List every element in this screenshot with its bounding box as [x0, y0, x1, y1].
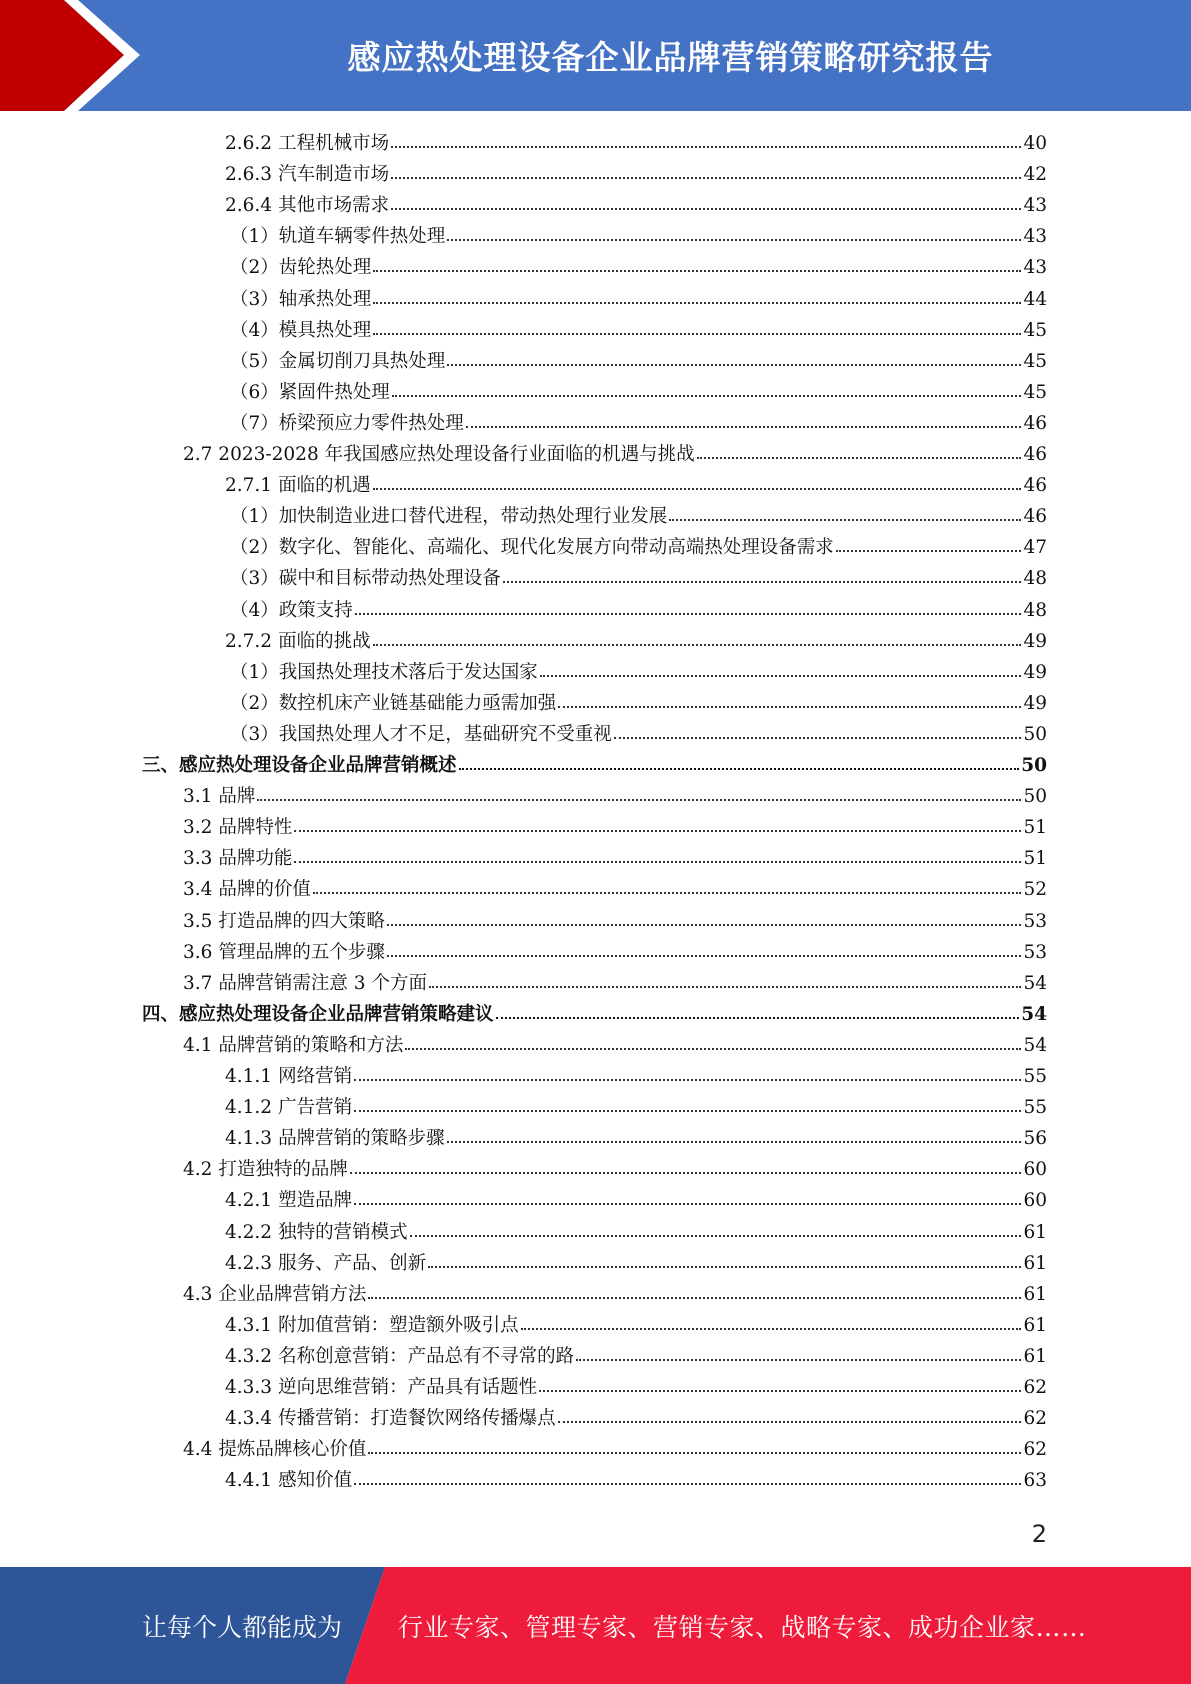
footer-slogan-left: 让每个人都能成为 — [142, 1612, 343, 1642]
toc-entry-page: 50 — [1021, 755, 1047, 776]
toc-entry-number: 4.3.2 — [225, 1345, 273, 1367]
toc-entry-page: 61 — [1023, 1283, 1047, 1305]
toc-entry-number: 2.7.2 — [225, 630, 273, 652]
toc-leader-dots — [368, 1439, 1021, 1454]
toc-entry-page: 47 — [1023, 537, 1047, 559]
toc-entry-title: 打造独特的品牌 — [218, 1159, 348, 1181]
toc-entry[interactable] — [183, 812, 1047, 843]
toc-entry[interactable] — [225, 1217, 1047, 1248]
toc-entry-title: 逆向思维营销：产品具有话题性 — [278, 1377, 538, 1398]
toc-entry-title: 传播营销：打造餐饮网络传播爆点 — [278, 1408, 556, 1430]
toc-entry-page: 43 — [1023, 257, 1047, 279]
toc-entry-page: 46 — [1023, 444, 1047, 465]
toc-entry-page: 61 — [1023, 1252, 1047, 1274]
toc-entry[interactable] — [230, 595, 1047, 626]
toc-entry[interactable] — [225, 190, 1047, 221]
toc-entry-page: 61 — [1023, 1221, 1047, 1243]
toc-leader-dots — [294, 817, 1021, 832]
toc-entry[interactable] — [183, 1279, 1047, 1310]
toc-leader-dots — [368, 1284, 1021, 1299]
toc-entry-title: 2.7 2023-2028 年我国感应热处理设备行业面临的机遇与挑战 — [183, 444, 695, 465]
toc-entry-title: 提炼品牌核心价值 — [218, 1439, 367, 1461]
toc-entry[interactable] — [225, 1092, 1047, 1123]
toc-entry-page: 50 — [1023, 723, 1047, 745]
toc-entry-number: 3.5 — [183, 910, 213, 932]
toc-leader-dots — [540, 662, 1022, 677]
toc-leader-dots — [405, 1035, 1021, 1050]
toc-entry-title: 服务、产品、创新 — [278, 1252, 427, 1274]
toc-entry-number: 2.6.3 — [225, 164, 273, 186]
toc-leader-dots — [558, 1408, 1022, 1423]
toc-leader-dots — [373, 289, 1021, 304]
toc-entry[interactable] — [225, 626, 1047, 657]
toc-leader-dots — [521, 1315, 1022, 1330]
toc-entry[interactable] — [230, 284, 1047, 315]
toc-entry-title: 网络营销 — [278, 1066, 353, 1087]
toc-entry-page: 43 — [1023, 226, 1047, 248]
toc-entry-page: 45 — [1023, 350, 1047, 372]
toc-entry-title: 附加值营销：塑造额外吸引点 — [278, 1314, 519, 1336]
toc-leader-dots — [503, 568, 1022, 583]
toc-entry-page: 56 — [1023, 1128, 1047, 1150]
toc-entry-number: 2.7.1 — [225, 475, 273, 497]
toc-entry-title: 工程机械市场 — [278, 133, 390, 154]
toc-entry[interactable] — [142, 750, 1047, 781]
toc-entry-page: 60 — [1023, 1159, 1047, 1181]
toc-entry-number: 4.2.3 — [225, 1252, 273, 1274]
toc-entry[interactable] — [225, 1372, 1047, 1403]
toc-entry[interactable] — [183, 968, 1047, 999]
toc-entry-title: （3）碳中和目标带动热处理设备 — [230, 568, 501, 590]
toc-entry[interactable] — [230, 657, 1047, 688]
toc-leader-dots — [354, 1470, 1021, 1485]
toc-entry-title: 广告营销 — [278, 1097, 353, 1119]
toc-entry-page: 49 — [1023, 661, 1047, 683]
toc-entry-page: 53 — [1023, 941, 1047, 963]
toc-entry-page: 52 — [1023, 879, 1047, 901]
toc-entry[interactable] — [230, 315, 1047, 346]
toc-entry-title: 品牌营销的策略和方法 — [218, 1034, 404, 1056]
toc-entry-title: （1）轨道车辆零件热处理 — [230, 226, 446, 248]
chevron-arrow-icon — [0, 0, 160, 111]
toc-entry[interactable] — [183, 781, 1047, 812]
toc-entry[interactable] — [142, 999, 1047, 1030]
toc-entry[interactable] — [183, 906, 1047, 937]
toc-entry-page: 46 — [1023, 412, 1047, 434]
toc-entry[interactable] — [230, 377, 1047, 408]
toc-entry[interactable] — [225, 1248, 1047, 1279]
toc-entry-title: 品牌功能 — [218, 848, 293, 870]
toc-entry-title: （3）我国热处理人才不足，基础研究不受重视 — [230, 723, 612, 745]
toc-entry[interactable] — [230, 719, 1047, 750]
toc-entry-number: 3.4 — [183, 879, 213, 901]
toc-entry-title: 名称创意营销：产品总有不寻常的路 — [278, 1345, 575, 1367]
toc-entry-title: 企业品牌营销方法 — [218, 1283, 367, 1305]
toc-entry-title: 独特的营销模式 — [278, 1221, 408, 1243]
toc-entry-page: 62 — [1023, 1408, 1047, 1430]
toc-entry-page: 45 — [1023, 319, 1047, 341]
toc-entry[interactable] — [225, 1465, 1047, 1496]
toc-entry-page: 53 — [1023, 910, 1047, 932]
toc-leader-dots — [391, 133, 1021, 148]
toc-entry-number: 4.4 — [183, 1439, 213, 1461]
toc-leader-dots — [313, 879, 1022, 894]
toc-entry-title: （2）数字化、智能化、高端化、现代化发展方向带动高端热处理设备需求 — [230, 537, 834, 559]
toc-entry-page: 42 — [1023, 164, 1047, 186]
toc-entry-number: 3.3 — [183, 848, 213, 870]
toc-entry[interactable] — [183, 1434, 1047, 1465]
toc-entry[interactable] — [230, 221, 1047, 252]
toc-entry-title: （2）数控机床产业链基础能力亟需加强 — [230, 692, 557, 714]
toc-leader-dots — [447, 351, 1021, 366]
toc-entry[interactable] — [230, 532, 1047, 563]
toc-entry-title: 管理品牌的五个步骤 — [218, 941, 385, 963]
toc-leader-dots — [354, 1097, 1021, 1112]
toc-entry-page: 48 — [1023, 568, 1047, 590]
toc-entry[interactable] — [225, 1123, 1047, 1154]
toc-entry-number: 3.6 — [183, 941, 213, 963]
toc-entry[interactable] — [225, 1341, 1047, 1372]
toc-entry-title: 塑造品牌 — [278, 1190, 353, 1212]
toc-leader-dots — [392, 382, 1022, 397]
toc-entry-page: 55 — [1023, 1066, 1047, 1087]
toc-entry[interactable] — [230, 346, 1047, 377]
toc-entry-page: 60 — [1023, 1190, 1047, 1212]
page-header — [0, 0, 1191, 111]
toc-entry-number: 3.2 — [183, 817, 213, 839]
toc-entry-page: 54 — [1023, 1034, 1047, 1056]
toc-leader-dots — [447, 1128, 1022, 1143]
toc-entry-number: 4.3.3 — [225, 1377, 273, 1398]
toc-entry-page: 40 — [1023, 133, 1047, 154]
footer-slogan-right: 行业专家、管理专家、营销专家、战略专家、成功企业家…… — [398, 1612, 1087, 1642]
toc-entry-number: 4.3.4 — [225, 1408, 273, 1430]
toc-leader-dots — [459, 755, 1020, 770]
toc-entry[interactable] — [183, 874, 1047, 905]
toc-entry-title: 其他市场需求 — [278, 195, 390, 217]
report-title: 感应热处理设备企业品牌营销策略研究报告 — [347, 38, 994, 77]
page-number: 2 — [1031, 1520, 1047, 1548]
toc-entry-title: （5）金属切削刀具热处理 — [230, 350, 446, 372]
toc-leader-dots — [373, 257, 1021, 272]
toc-leader-dots — [373, 320, 1021, 335]
toc-entry-page: 54 — [1021, 1003, 1047, 1025]
toc-entry-title: （2）齿轮热处理 — [230, 257, 372, 279]
toc-entry-number: 2.6.4 — [225, 195, 273, 217]
toc-entry-page: 48 — [1023, 599, 1047, 621]
toc-entry[interactable] — [225, 1061, 1047, 1092]
toc-entry[interactable] — [183, 1030, 1047, 1061]
toc-leader-dots — [387, 911, 1022, 926]
toc-entry-title: （7）桥梁预应力零件热处理 — [230, 412, 464, 434]
toc-leader-dots — [836, 537, 1022, 552]
toc-entry-page: 49 — [1023, 630, 1047, 652]
toc-entry[interactable] — [225, 1185, 1047, 1216]
toc-entry-page: 44 — [1023, 288, 1047, 310]
toc-entry-title: （4）政策支持 — [230, 599, 353, 621]
toc-entry[interactable] — [183, 843, 1047, 874]
toc-entry-page: 63 — [1023, 1470, 1047, 1492]
toc-entry-number: 4.1 — [183, 1034, 213, 1056]
toc-entry-title: 打造品牌的四大策略 — [218, 910, 385, 932]
toc-leader-dots — [354, 1190, 1021, 1205]
toc-leader-dots — [669, 506, 1021, 521]
toc-entry-title: 汽车制造市场 — [278, 164, 390, 186]
toc-leader-dots — [466, 413, 1022, 428]
toc-entry-page: 51 — [1023, 817, 1047, 839]
toc-leader-dots — [373, 631, 1022, 646]
toc-entry-title: （1）我国热处理技术落后于发达国家 — [230, 661, 538, 683]
toc-entry[interactable] — [230, 408, 1047, 439]
toc-leader-dots — [558, 693, 1021, 708]
toc-entry-number: 4.2.1 — [225, 1190, 273, 1212]
toc-entry-title: （4）模具热处理 — [230, 319, 372, 341]
toc-entry-title: （3）轴承热处理 — [230, 288, 372, 310]
toc-entry-number: 4.2 — [183, 1159, 213, 1181]
toc-entry[interactable] — [225, 1403, 1047, 1434]
toc-leader-dots — [539, 1377, 1021, 1392]
toc-entry-title: 品牌营销的策略步骤 — [278, 1128, 445, 1150]
toc-entry-title: 感知价值 — [278, 1470, 353, 1492]
toc-entry-number: 4.3.1 — [225, 1314, 273, 1336]
toc-entry-page: 45 — [1023, 381, 1047, 403]
toc-entry-page: 62 — [1023, 1377, 1047, 1398]
toc-entry-number: 4.3 — [183, 1283, 213, 1305]
toc-entry-number: 3.1 — [183, 786, 213, 808]
toc-entry-number: 2.6.2 — [225, 133, 273, 154]
toc-leader-dots — [576, 1346, 1021, 1361]
toc-entry-title: 品牌特性 — [218, 817, 293, 839]
toc-entry[interactable] — [183, 439, 1047, 470]
toc-entry[interactable] — [230, 563, 1047, 594]
toc-leader-dots — [697, 444, 1022, 459]
toc-leader-dots — [391, 195, 1021, 210]
toc-entry[interactable] — [230, 252, 1047, 283]
toc-entry-page: 50 — [1023, 786, 1047, 808]
toc-entry-page: 55 — [1023, 1097, 1047, 1119]
toc-entry-number: 4.1.3 — [225, 1128, 273, 1150]
toc-entry-page: 46 — [1023, 506, 1047, 528]
toc-leader-dots — [496, 1004, 1020, 1019]
toc-leader-dots — [428, 1253, 1021, 1268]
toc-entry-title: 三、感应热处理设备企业品牌营销概述 — [142, 755, 457, 776]
toc-entry-number: 4.1.2 — [225, 1097, 273, 1119]
toc-entry[interactable] — [225, 470, 1047, 501]
toc-leader-dots — [355, 600, 1022, 615]
toc-entry-number: 4.1.1 — [225, 1066, 273, 1087]
toc-leader-dots — [614, 724, 1022, 739]
toc-leader-dots — [447, 226, 1021, 241]
toc-leader-dots — [354, 1066, 1021, 1081]
toc-leader-dots — [410, 1222, 1022, 1237]
toc-entry-title: 面临的机遇 — [278, 475, 371, 497]
toc-leader-dots — [373, 475, 1022, 490]
toc-entry-number: 3.7 — [183, 972, 213, 994]
toc-entry-title: （6）紧固件热处理 — [230, 381, 390, 403]
toc-entry-page: 43 — [1023, 195, 1047, 217]
toc-leader-dots — [350, 1159, 1022, 1174]
toc-entry-title: 品牌 — [218, 786, 256, 808]
toc-entry-title: （1）加快制造业进口替代进程，带动热处理行业发展 — [230, 506, 668, 528]
toc-entry-page: 62 — [1023, 1439, 1047, 1461]
toc-entry[interactable] — [230, 688, 1047, 719]
toc-entry[interactable] — [183, 937, 1047, 968]
toc-entry-title: 品牌的价值 — [218, 879, 311, 901]
toc-entry-title: 四、感应热处理设备企业品牌营销策略建议 — [142, 1003, 494, 1025]
toc-entry-page: 61 — [1023, 1345, 1047, 1367]
toc-entry-number: 4.4.1 — [225, 1470, 273, 1492]
toc-entry-number: 4.2.2 — [225, 1221, 273, 1243]
toc-entry[interactable] — [225, 159, 1047, 190]
toc-leader-dots — [429, 973, 1021, 988]
toc-leader-dots — [257, 786, 1021, 801]
toc-entry[interactable] — [183, 1154, 1047, 1185]
toc-entry[interactable] — [230, 501, 1047, 532]
toc-entry-page: 51 — [1023, 848, 1047, 870]
toc-entry-page: 61 — [1023, 1314, 1047, 1336]
page-footer — [0, 1567, 1191, 1684]
toc-leader-dots — [387, 942, 1022, 957]
toc-entry-page: 54 — [1023, 972, 1047, 994]
toc-entry-title: 品牌营销需注意 3 个方面 — [218, 972, 427, 994]
toc-leader-dots — [294, 848, 1021, 863]
toc-entry-page: 46 — [1023, 475, 1047, 497]
toc-entry-page: 49 — [1023, 692, 1047, 714]
toc-leader-dots — [391, 164, 1021, 179]
toc-entry[interactable] — [225, 1310, 1047, 1341]
toc-entry-title: 面临的挑战 — [278, 630, 371, 652]
toc-entry[interactable] — [225, 128, 1047, 159]
